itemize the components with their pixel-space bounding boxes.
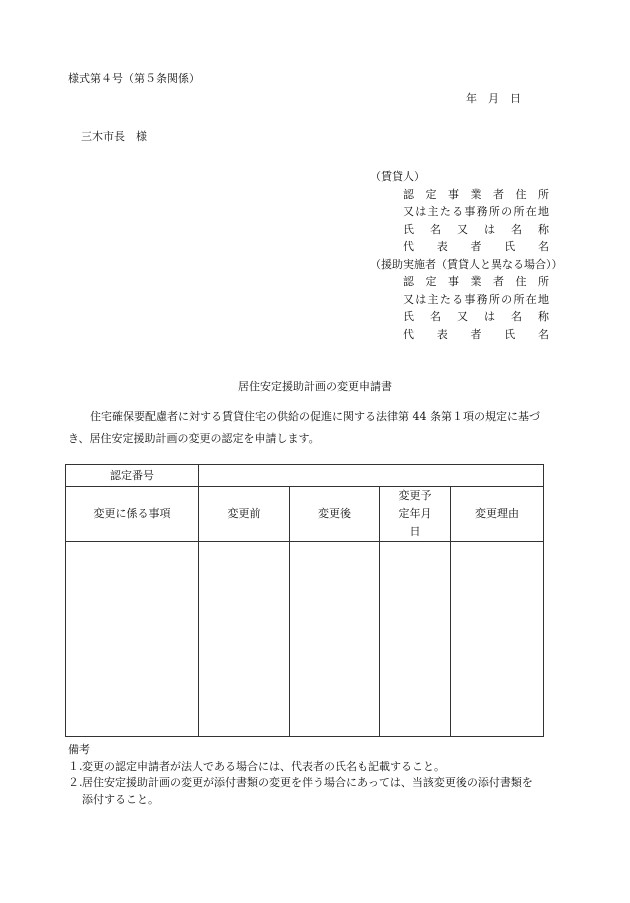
lessor-representative-label: 代表者氏名 bbox=[403, 240, 549, 253]
note-number: １. bbox=[68, 759, 83, 773]
change-table bbox=[65, 464, 544, 737]
body-text: 住宅確保要配慮者に対する賃貸住宅の供給の促進に関する法律第 44 条第１項の規定に基づき、居住安定援助計画の変更の認定を申請します。 bbox=[68, 410, 540, 445]
column-header: 変更理由 bbox=[451, 487, 544, 542]
document-title: 居住安定援助計画の変更申請書 bbox=[238, 380, 392, 393]
support-name-label: 氏名又は名称 bbox=[403, 310, 549, 323]
addressee: 三木市長 様 bbox=[81, 130, 147, 143]
planned-date-cell[interactable] bbox=[380, 542, 451, 737]
lessor-heading: （賃貸人） bbox=[370, 170, 425, 183]
note-text: 変更の認定申請者が法人である場合には、代表者の氏名も記載すること。 bbox=[82, 759, 445, 773]
applicant-block bbox=[370, 168, 563, 343]
note-item bbox=[68, 759, 533, 776]
notes bbox=[68, 742, 533, 808]
change-item-cell[interactable] bbox=[66, 542, 199, 737]
reason-cell[interactable] bbox=[451, 542, 544, 737]
date-line: 年 月 日 bbox=[466, 92, 521, 105]
note-continuation: 添付すること。 bbox=[82, 792, 159, 806]
cert-number-label: 認定番号 bbox=[66, 465, 199, 487]
lessor-office-label: 又は主たる事務所の所在地 bbox=[403, 205, 549, 218]
lessor-address-label: 認定事業者住所 bbox=[403, 187, 549, 201]
support-office-label: 又は主たる事務所の所在地 bbox=[403, 292, 549, 306]
note-item bbox=[68, 775, 533, 808]
before-cell[interactable] bbox=[199, 542, 290, 737]
support-representative-label: 代表者氏名 bbox=[403, 327, 549, 341]
cert-number-field[interactable] bbox=[199, 465, 544, 487]
notes-heading: 備考 bbox=[68, 743, 90, 756]
note-text: 居住安定援助計画の変更が添付書類の変更を伴う場合にあっては、当該変更後の添付書類を bbox=[82, 776, 533, 789]
column-header: 変更後 bbox=[290, 487, 380, 542]
column-header: 変更に係る事項 bbox=[66, 487, 199, 542]
note-number: ２. bbox=[68, 776, 83, 789]
support-heading: （援助実施者（賃貸人と異なる場合）） bbox=[370, 257, 563, 271]
lessor-name-label: 氏名又は名称 bbox=[403, 222, 549, 236]
form-number: 様式第４号（第５条関係） bbox=[68, 72, 200, 85]
support-address-label: 認定事業者住所 bbox=[403, 275, 549, 288]
column-header: 変更予定年月日 bbox=[380, 487, 451, 542]
column-header: 変更前 bbox=[199, 487, 290, 542]
after-cell[interactable] bbox=[290, 542, 380, 737]
